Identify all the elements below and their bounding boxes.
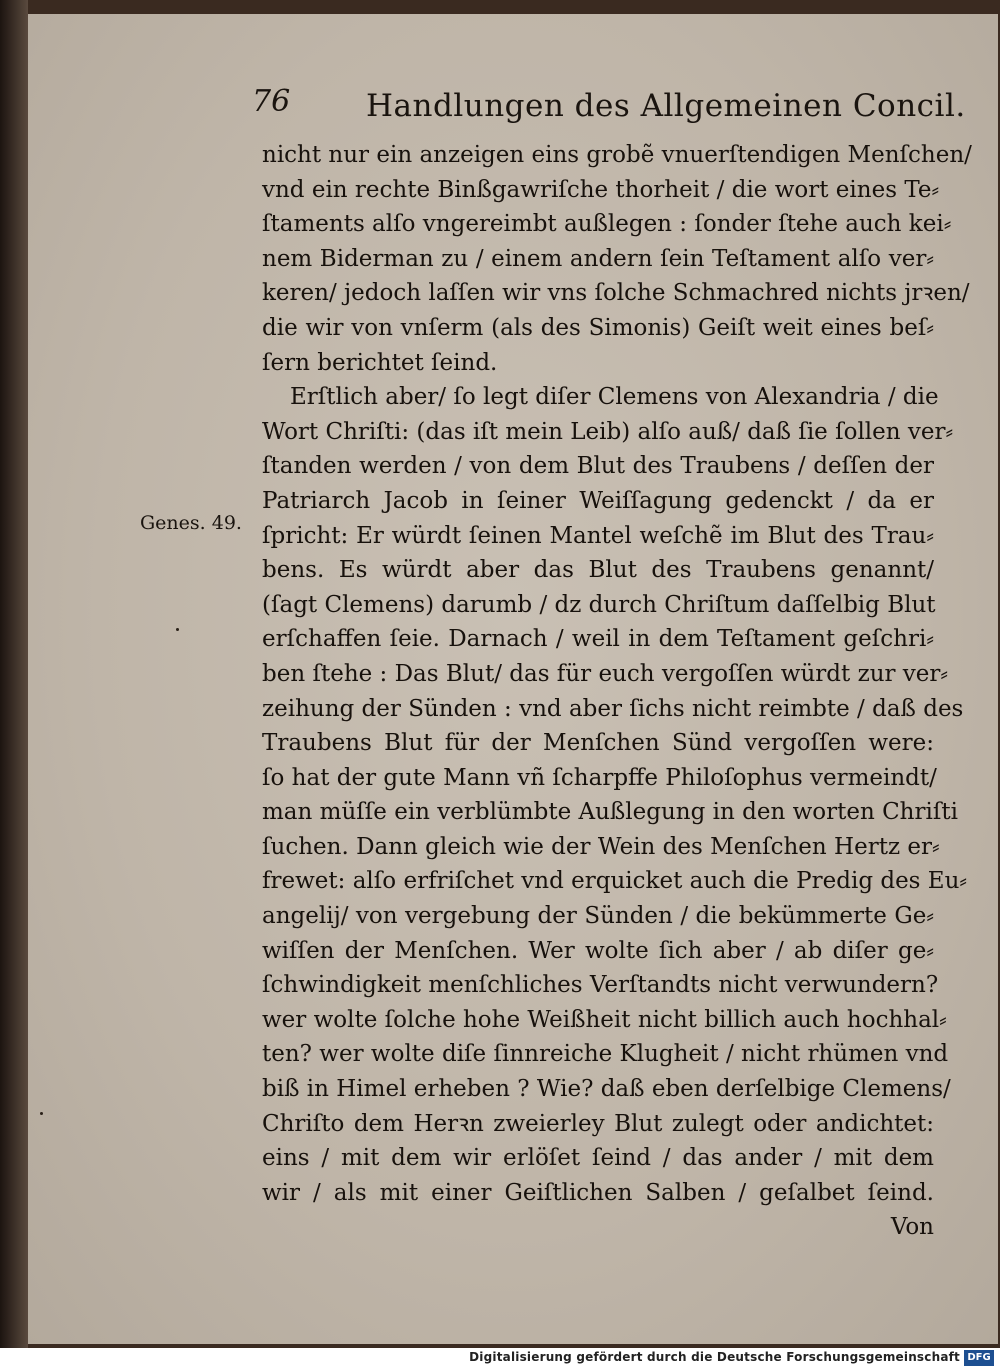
catchword: Von bbox=[890, 1214, 934, 1241]
text-line: ſchwindigkeit menſchliches Verſtandts nicht verwundern? bbox=[262, 972, 939, 999]
text-line: erſchaffen ſeie. Darnach / weil in dem Teſtament geſchri⸗ bbox=[262, 626, 934, 653]
text-line: ſtanden werden / von dem Blut des Traubens / deſſen der bbox=[262, 453, 934, 480]
text-line: Erſtlich aber/ ſo legt diſer Clemens von Alexandria / die bbox=[290, 384, 939, 411]
text-line: nicht nur ein anzeigen eins grobẽ vnuerſtendigen Menſchen/ bbox=[262, 142, 972, 168]
text-line: ſtaments alſo vngereimbt außlegen : ſonder ſtehe auch kei⸗ bbox=[262, 211, 952, 238]
text-line: ſern berichtet ſeind. bbox=[262, 349, 498, 376]
body-text bbox=[262, 138, 972, 1245]
running-title: Handlungen des Allgemeinen Concil. bbox=[366, 88, 966, 124]
text-line: ſpricht: Er würdt ſeinen Mantel weſchẽ im Blut des Trau⸗ bbox=[262, 522, 934, 549]
text-line: wer wolte ſolche hohe Weißheit nicht billich auch hochhal⸗ bbox=[262, 1006, 947, 1033]
text-line: Patriarch Jacob in ſeiner Weiſſagung gedenckt / da er bbox=[262, 487, 934, 514]
text-line: man müſſe ein verblümbte Außlegung in den worten Chriſti bbox=[262, 799, 958, 826]
text-line: ſuchen. Dann gleich wie der Wein des Menſchen Hertz er⸗ bbox=[262, 833, 940, 860]
text-line: bens. Es würdt aber das Blut des Traubens genannt/ bbox=[262, 557, 934, 584]
text-line: angelij/ von vergebung der Sünden / die bekümmerte Ge⸗ bbox=[262, 903, 934, 930]
text-line: zeihung der Sünden : vnd aber ſichs nicht reimbte / daß des bbox=[262, 695, 964, 722]
text-line: Traubens Blut für der Menſchen Sünd vergoſſen were: bbox=[262, 730, 934, 757]
text-line: frewet: alſo erfriſchet vnd erquicket auch die Predig des Eu⸗ bbox=[262, 868, 968, 895]
page-left-edge bbox=[0, 0, 28, 1348]
text-line: Wort Chriſti: (das iſt mein Leib) alſo auß/ daß ſie ſollen ver⸗ bbox=[262, 418, 954, 445]
footer-credit: Digitalisierung gefördert durch die Deutsche Forschungsgemeinschaft bbox=[469, 1350, 960, 1364]
text-line: keren/ jedoch laſſen wir vns ſolche Schmachred nichts jrꝛen/ bbox=[262, 280, 970, 307]
paper-speck bbox=[40, 1112, 43, 1115]
text-line: Chriſto dem Herꝛn zweierley Blut zulegt oder andichtet: bbox=[262, 1110, 934, 1137]
text-line: wir / als mit einer Geiſtlichen Salben / geſalbet ſeind. bbox=[262, 1179, 934, 1206]
text-line: biß in Himel erheben ? Wie? daß eben derſelbige Clemens/ bbox=[262, 1076, 951, 1103]
page-number: 76 bbox=[252, 84, 291, 119]
text-line: (ſagt Clemens) darumb / dz durch Chriſtum daſſelbig Blut bbox=[262, 591, 936, 618]
paper-speck bbox=[176, 628, 179, 631]
text-line: ten? wer wolte diſe ſinnreiche Klugheit / nicht rhümen vnd bbox=[262, 1041, 949, 1068]
dfg-logo: DFG bbox=[964, 1350, 994, 1366]
text-line: eins / mit dem wir erlöſet ſeind / das ander / mit dem bbox=[262, 1145, 934, 1172]
marginal-note: Genes. 49. bbox=[140, 512, 242, 534]
text-line: ſo hat der gute Mann vñ ſcharpffe Philoſophus vermeindt/ bbox=[262, 764, 937, 791]
text-line: vnd ein rechte Binßgawriſche thorheit / die wort eines Te⸗ bbox=[262, 176, 940, 203]
text-line: ben ſtehe : Das Blut/ das für euch vergoſſen würdt zur ver⸗ bbox=[262, 660, 949, 687]
text-line: nem Biderman zu / einem andern ſein Teſtament alſo ver⸗ bbox=[262, 245, 934, 272]
text-line: wiſſen der Menſchen. Wer wolte ſich aber / ab diſer ge⸗ bbox=[262, 937, 934, 964]
text-line: die wir von vnſerm (als des Simonis) Geiſt weit eines beſ⸗ bbox=[262, 314, 934, 341]
